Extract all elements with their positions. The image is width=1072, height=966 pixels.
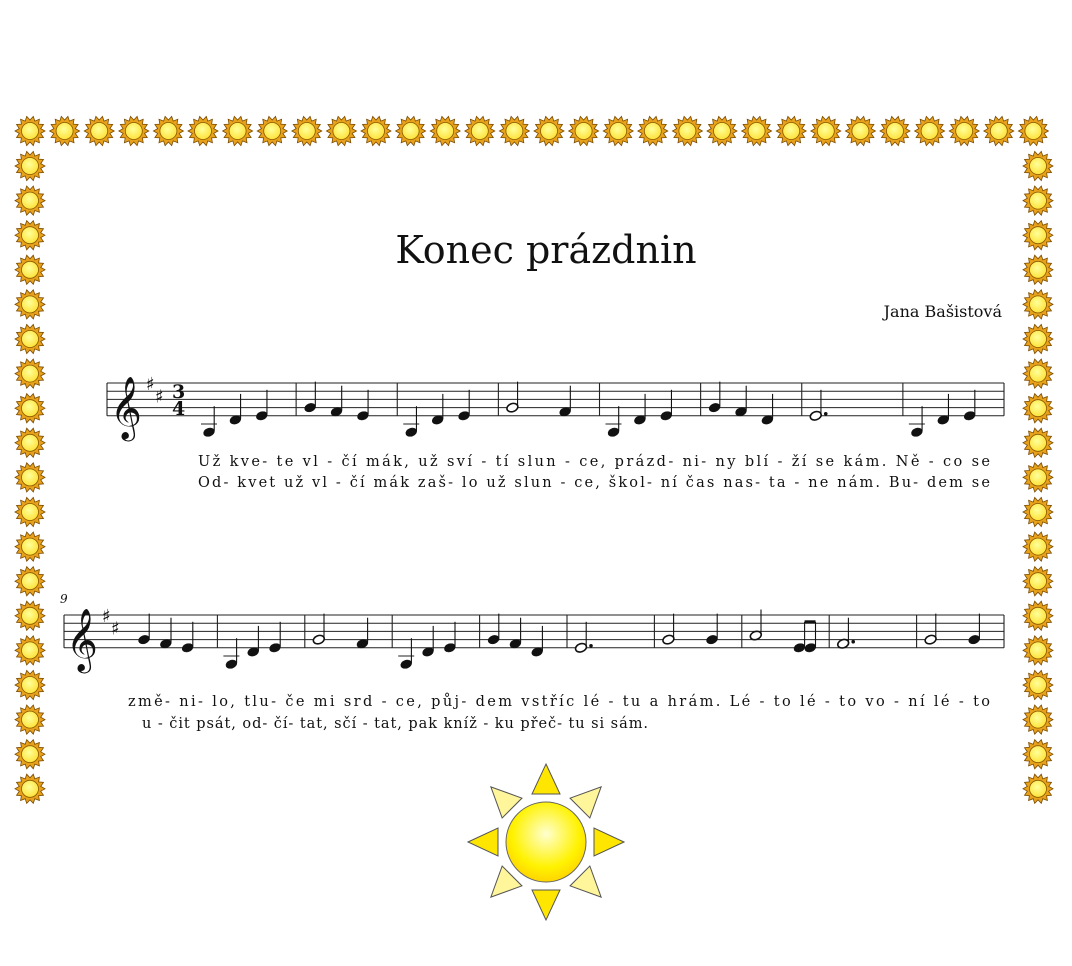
- note: [968, 614, 981, 646]
- note: [487, 614, 500, 646]
- notehead: [400, 659, 413, 670]
- note: [809, 390, 827, 422]
- augmentation-dot: [589, 644, 593, 648]
- note: [268, 622, 281, 654]
- border-sun-icon: [1023, 151, 1053, 180]
- note: [633, 394, 646, 426]
- measure-number: 9: [60, 592, 68, 606]
- border-sun-icon: [1023, 428, 1053, 457]
- note: [421, 626, 434, 658]
- border-sun-icon: [465, 116, 495, 145]
- border-sun-icon: [15, 670, 45, 699]
- border-sun-icon: [326, 116, 356, 145]
- note: [356, 618, 369, 650]
- notehead: [506, 402, 519, 413]
- border-sun-icon: [949, 116, 979, 145]
- border-sun-icon: [638, 116, 668, 145]
- note: [531, 626, 544, 658]
- lyrics-verse2-line1: Od- kvet už vl - čí mák zaš- lo už slun - ce, škol- ní čas nas- ta - ne nám. Bu- dem se: [198, 475, 991, 491]
- border-sun-icon: [1018, 116, 1048, 145]
- note: [443, 622, 456, 654]
- border-sun-icon: [1023, 497, 1053, 526]
- border-sun-icon: [1023, 324, 1053, 353]
- border-sun-icon: [15, 116, 45, 145]
- note: [457, 390, 470, 422]
- sun-body: [506, 802, 586, 882]
- border-sun-icon: [845, 116, 875, 145]
- border-sun-icon: [15, 497, 45, 526]
- notehead: [705, 634, 718, 645]
- sun-ray: [491, 866, 522, 897]
- border-sun-icon: [1023, 670, 1053, 699]
- border-sun-icon: [361, 116, 391, 145]
- border-sun-icon: [15, 359, 45, 388]
- border-sun-icon: [223, 116, 253, 145]
- notehead: [804, 642, 817, 653]
- sharp-icon: ♯: [146, 374, 155, 395]
- note: [937, 394, 950, 426]
- note: [201, 406, 217, 438]
- time-signature-bottom: 4: [172, 398, 186, 420]
- border-sun-icon: [15, 151, 45, 180]
- note: [963, 390, 976, 422]
- notehead: [457, 410, 470, 421]
- lyrics-verse1-line1: Už kve- te vl - čí mák, už sví - tí slun - ce, prázd- ni- ny blí - ží se kám. Ně - co se: [198, 454, 990, 470]
- note: [558, 386, 571, 418]
- border-sun-icon: [603, 116, 633, 145]
- note: [660, 390, 673, 422]
- notehead: [968, 634, 981, 645]
- sun-ray: [570, 787, 601, 818]
- border-sun-icon: [1023, 186, 1053, 215]
- border-sun-icon: [15, 705, 45, 734]
- border-sun-icon: [15, 186, 45, 215]
- note: [793, 622, 806, 654]
- lyrics-verse2-line2: u - čit psát, od- čí- tat, sčí - tat, pak kníž - ku přeč- tu si sám.: [142, 716, 648, 732]
- note: [909, 406, 925, 438]
- border-sun-icon: [1023, 601, 1053, 630]
- note: [181, 622, 194, 654]
- staff-system-2: [60, 592, 1004, 732]
- border-sun-icon: [1023, 567, 1053, 596]
- border-sun-icon: [188, 116, 218, 145]
- border-sun-icon: [1023, 636, 1053, 665]
- notehead: [356, 410, 369, 421]
- notehead: [202, 427, 215, 438]
- border-sun-icon: [15, 428, 45, 457]
- notehead: [660, 410, 673, 421]
- note: [255, 390, 268, 422]
- note: [606, 406, 622, 438]
- border-sun-icon: [15, 324, 45, 353]
- note: [708, 382, 721, 414]
- notehead: [574, 642, 587, 653]
- border-sun-icon: [569, 116, 599, 145]
- sharp-icon: ♯: [155, 386, 164, 408]
- note: [574, 622, 592, 654]
- note: [837, 618, 855, 650]
- border-sun-icon: [742, 116, 772, 145]
- notehead: [708, 402, 721, 413]
- notehead: [487, 634, 500, 645]
- treble-clef-icon: 𝄞: [110, 375, 142, 439]
- time-signature-top: 3: [172, 381, 186, 403]
- notehead: [910, 427, 923, 438]
- border-sun-icon: [15, 740, 45, 769]
- notehead: [607, 427, 620, 438]
- border-sun-icon: [811, 116, 841, 145]
- notehead: [225, 659, 238, 670]
- note: [734, 386, 747, 418]
- border-sun-icon: [15, 290, 45, 319]
- border-sun-icon: [15, 636, 45, 665]
- border-sun-icon: [499, 116, 529, 145]
- notehead: [303, 402, 316, 413]
- sun-ray: [491, 787, 522, 818]
- note: [247, 626, 260, 658]
- border-sun-icon: [15, 601, 45, 630]
- note: [662, 614, 675, 646]
- note: [804, 622, 817, 654]
- notehead: [963, 410, 976, 421]
- border-sun-icon: [1023, 532, 1053, 561]
- border-sun-icon: [776, 116, 806, 145]
- border-sun-icon: [1023, 359, 1053, 388]
- border-sun-icon: [15, 394, 45, 423]
- border-sun-icon: [15, 774, 45, 803]
- border-sun-icon: [153, 116, 183, 145]
- treble-clef-icon: 𝄞: [66, 607, 98, 671]
- border-sun-icon: [257, 116, 287, 145]
- border-sun-icon: [119, 116, 149, 145]
- notehead: [443, 642, 456, 653]
- border-sun-icon: [292, 116, 322, 145]
- border-sun-icon: [1023, 463, 1053, 492]
- sharp-icon: ♯: [111, 618, 120, 640]
- notehead: [793, 642, 806, 653]
- sun-ray: [468, 828, 498, 856]
- note: [705, 614, 718, 646]
- lyrics-verse1-line2: změ- ni- lo, tlu- če mi srd - ce, půj- dem vstříc lé - tu a hrám. Lé - to lé - to vo - ní lé - to: [128, 694, 990, 710]
- augmentation-dot: [851, 640, 855, 644]
- border-sun-icon: [880, 116, 910, 145]
- notehead: [137, 634, 150, 645]
- note: [398, 638, 414, 670]
- border-sun-icon: [396, 116, 426, 145]
- border-sun-icon: [50, 116, 80, 145]
- staff-system-1: [107, 374, 1004, 491]
- sun-ray: [532, 764, 560, 794]
- note: [330, 386, 343, 418]
- border-sun-icon: [707, 116, 737, 145]
- border-sun-icon: [1023, 740, 1053, 769]
- notehead: [662, 634, 675, 645]
- border-sun-icon: [1023, 290, 1053, 319]
- notehead: [312, 634, 325, 645]
- notehead: [181, 642, 194, 653]
- note: [509, 618, 522, 650]
- notehead: [809, 410, 822, 421]
- notehead: [255, 410, 268, 421]
- border-sun-icon: [1023, 774, 1053, 803]
- note: [924, 614, 937, 646]
- notehead: [405, 427, 418, 438]
- sun-ray: [594, 828, 624, 856]
- border-sun-icon: [534, 116, 564, 145]
- border-sun-icon: [84, 116, 114, 145]
- note: [303, 382, 316, 414]
- note: [223, 638, 239, 670]
- border-sun-icon: [915, 116, 945, 145]
- note: [749, 610, 762, 642]
- note: [137, 614, 150, 646]
- note: [506, 382, 519, 414]
- border-sun-icon: [430, 116, 460, 145]
- note: [431, 394, 444, 426]
- note: [159, 618, 172, 650]
- note: [761, 394, 774, 426]
- augmentation-dot: [824, 412, 828, 416]
- notehead: [924, 634, 937, 645]
- note: [229, 394, 242, 426]
- sun-ray: [532, 890, 560, 920]
- border-sun-icon: [15, 532, 45, 561]
- notehead: [268, 642, 281, 653]
- note: [312, 614, 325, 646]
- border-sun-icon: [672, 116, 702, 145]
- border-sun-icon: [15, 463, 45, 492]
- song-title: Konec prázdnin: [395, 228, 697, 272]
- border-sun-icon: [1023, 705, 1053, 734]
- sun-ray: [570, 866, 601, 897]
- sun-illustration: [468, 764, 624, 920]
- border-sun-icon: [15, 567, 45, 596]
- border-sun-icon: [984, 116, 1014, 145]
- sharp-icon: ♯: [102, 606, 111, 627]
- composer-name: Jana Bašistová: [883, 302, 1002, 321]
- note: [403, 406, 419, 438]
- border-sun-icon: [1023, 394, 1053, 423]
- note: [356, 390, 369, 422]
